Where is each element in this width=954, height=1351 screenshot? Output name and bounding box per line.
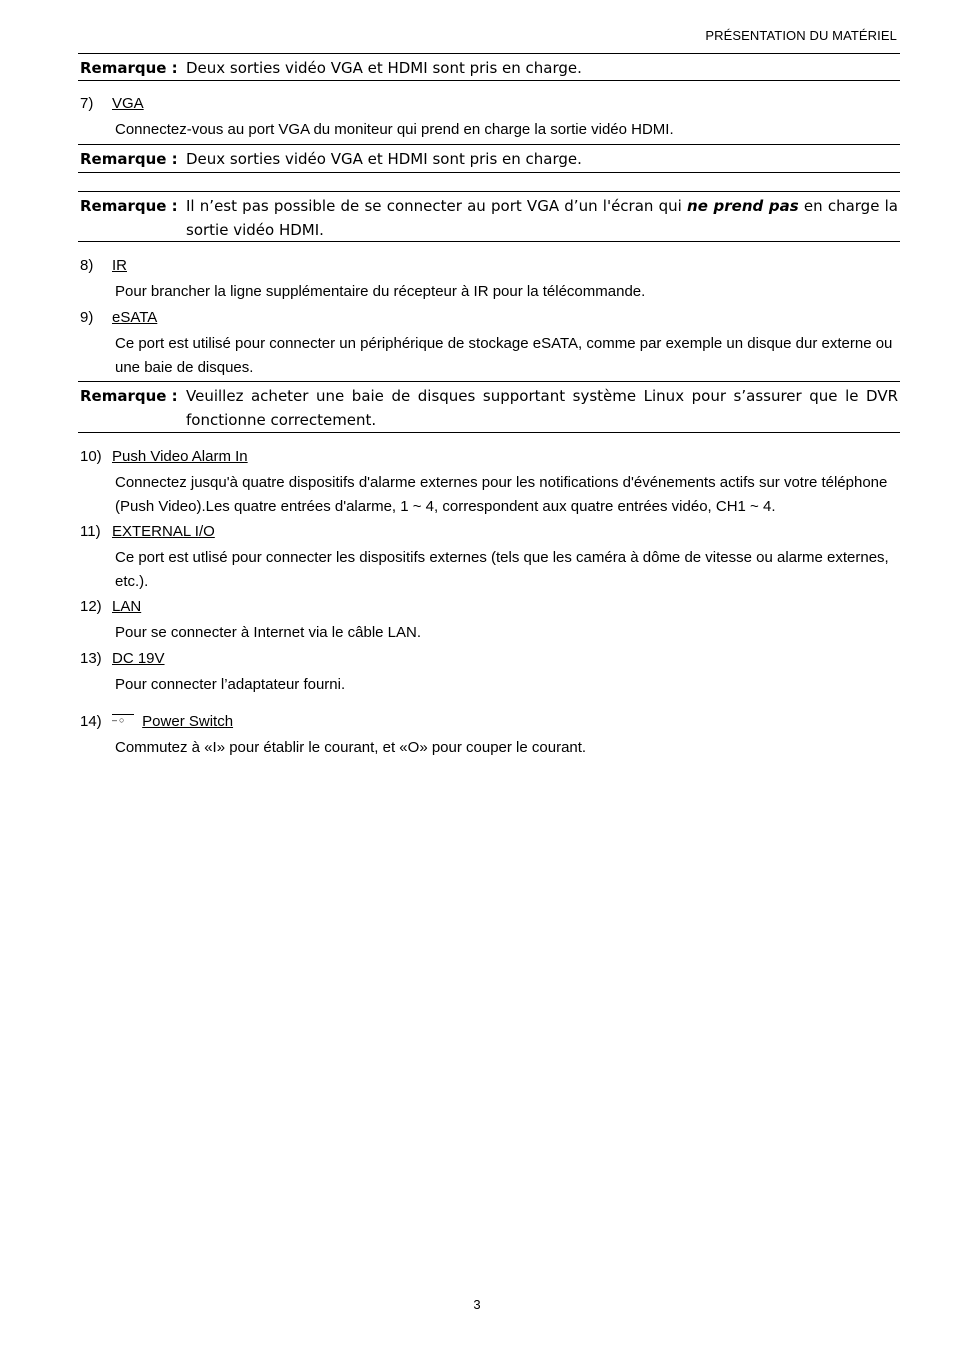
- item-number: 11): [80, 523, 101, 540]
- note-label: Remarque :: [80, 197, 178, 215]
- item-description: Commutez à «I» pour établir le courant, et «O» pour couper le courant.: [115, 739, 587, 756]
- item-title: Push Video Alarm In: [112, 448, 248, 465]
- note-label: Remarque :: [80, 150, 178, 168]
- item-title: VGA: [112, 95, 144, 112]
- note-label: Remarque :: [80, 59, 178, 77]
- note-emphasis: ne prend pas: [687, 197, 799, 215]
- item-title-text: Power Switch: [142, 713, 234, 730]
- item-number: 10): [80, 448, 102, 465]
- item-description: Connectez jusqu'à quatre dispositifs d'alarme externes pour les notifications d'événements actifs sur votre téléphone (Push Video).Les quatre entrées d'alarme, 1 ~ 4, correspondent aux quatre entrées vidéo, CH1 ~ 4.: [115, 474, 888, 515]
- item-title: DC 19V: [112, 650, 165, 667]
- note-text: Deux sorties vidéo VGA et HDMI sont pris en charge.: [186, 150, 582, 168]
- note-text-after: en charge la sortie vidéo HDMI.: [186, 197, 898, 239]
- item-description: Pour brancher la ligne supplémentaire du récepteur à IR pour la télécommande.: [115, 283, 646, 300]
- item-description: Pour se connecter à Internet via le câble LAN.: [115, 624, 422, 641]
- note-text-before: Il n’est pas possible de se connecter au port VGA d’un l'écran qui: [186, 197, 682, 215]
- item-number: 13): [80, 650, 102, 667]
- note-text: Veuillez acheter une baie de disques supportant système Linux pour s’assurer que le DVR fonctionne correctement.: [186, 387, 898, 429]
- note-text: Deux sorties vidéo VGA et HDMI sont pris en charge.: [186, 59, 582, 77]
- page-number: 3: [473, 1297, 481, 1312]
- power-switch-icon: –○: [112, 714, 134, 727]
- item-title: eSATA: [112, 309, 158, 326]
- note-box: [78, 53, 900, 81]
- item-number: 9): [80, 309, 94, 326]
- item-number: 8): [80, 257, 94, 274]
- page-header: PRÉSENTATION DU MATÉRIEL: [705, 28, 897, 43]
- note-box: [78, 381, 900, 433]
- note-text: [186, 194, 898, 242]
- note-label: Remarque :: [80, 387, 178, 405]
- item-number: 7): [80, 95, 94, 112]
- item-number: 12): [80, 598, 102, 615]
- item-description: Pour connecter l’adaptateur fourni.: [115, 676, 346, 693]
- item-title: IR: [112, 257, 127, 274]
- item-title: LAN: [112, 598, 142, 615]
- item-description: Ce port est utlisé pour connecter les dispositifs externes (tels que les caméra à dôme de vitesse ou alarme externes, etc.).: [115, 549, 889, 590]
- item-description: Ce port est utilisé pour connecter un périphérique de stockage eSATA, comme par exemple un disque dur externe ou une baie de disques.: [115, 335, 893, 376]
- note-box: [78, 191, 900, 242]
- item-title: [112, 713, 233, 731]
- item-description: Connectez-vous au port VGA du moniteur qui prend en charge la sortie vidéo HDMI.: [115, 121, 674, 138]
- note-box: [78, 144, 900, 173]
- item-title: EXTERNAL I/O: [112, 523, 215, 540]
- item-number: 14): [80, 713, 102, 730]
